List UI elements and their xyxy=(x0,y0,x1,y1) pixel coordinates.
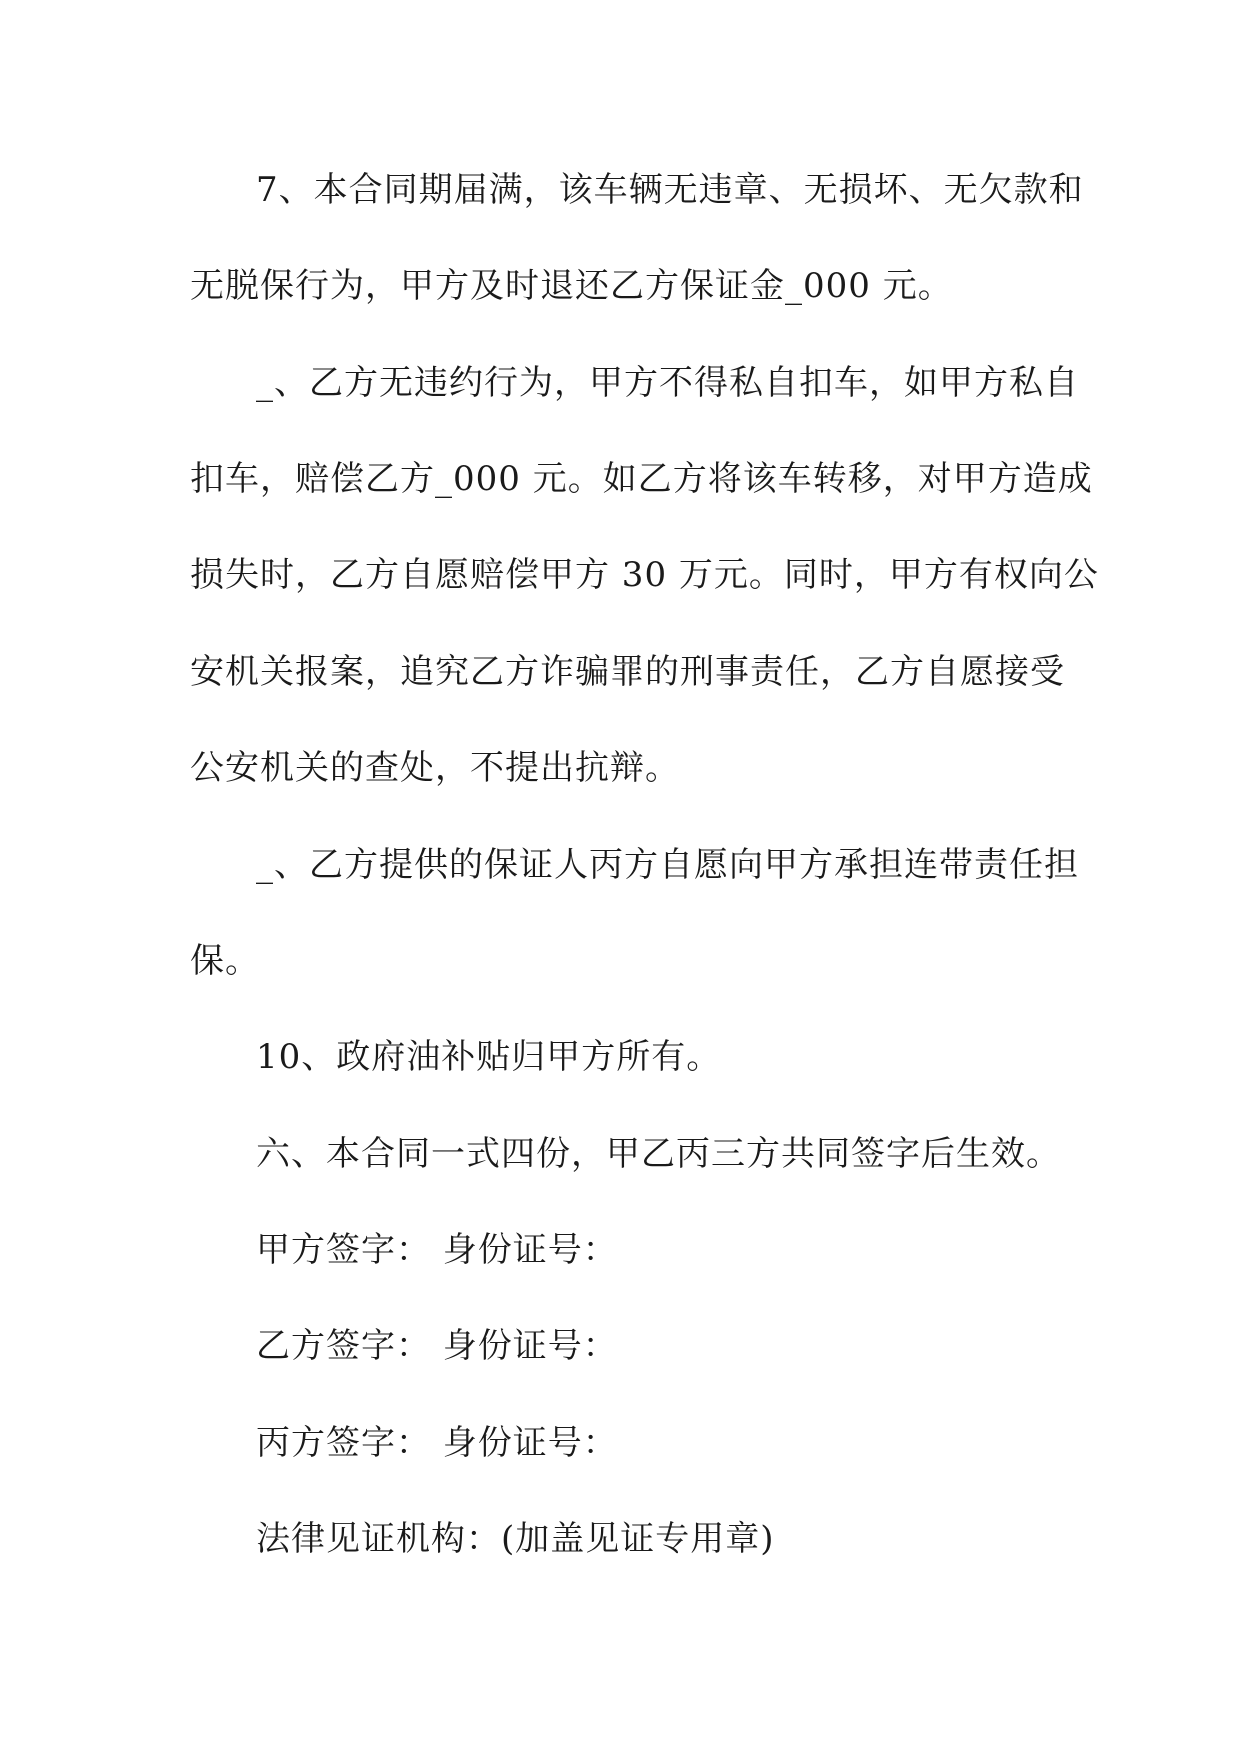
clause-8-line-2: 扣车，赔偿乙方_000 元。如乙方将该车转移，对甲方造成 xyxy=(190,459,1093,499)
clause-9-line-1: _、乙方提供的保证人丙方自愿向甲方承担连带责任担 xyxy=(256,845,1079,885)
party-c-signature-line: 丙方签字： 身份证号： xyxy=(256,1423,618,1463)
clause-10: 10、政府油补贴归甲方所有。 xyxy=(256,1037,722,1077)
party-a-signature-line: 甲方签字： 身份证号： xyxy=(256,1230,618,1270)
clause-7-line-2: 无脱保行为，甲方及时退还乙方保证金_000 元。 xyxy=(190,266,953,306)
clause-six: 六、本合同一式四份，甲乙丙三方共同签字后生效。 xyxy=(256,1134,1061,1174)
clause-7-line-1: 7、本合同期届满，该车辆无违章、无损坏、无欠款和 xyxy=(256,170,1084,210)
clause-9-line-2: 保。 xyxy=(190,941,260,981)
clause-8-line-3: 损失时，乙方自愿赔偿甲方 30 万元。同时，甲方有权向公 xyxy=(190,555,1099,595)
party-b-signature-line: 乙方签字： 身份证号： xyxy=(256,1326,618,1366)
clause-8-line-5: 公安机关的查处，不提出抗辩。 xyxy=(190,748,680,788)
clause-8-line-1: _、乙方无违约行为，甲方不得私自扣车，如甲方私自 xyxy=(256,363,1079,403)
legal-witness-line: 法律见证机构：(加盖见证专用章) xyxy=(256,1519,775,1559)
clause-8-line-4: 安机关报案，追究乙方诈骗罪的刑事责任，乙方自愿接受 xyxy=(190,652,1065,692)
